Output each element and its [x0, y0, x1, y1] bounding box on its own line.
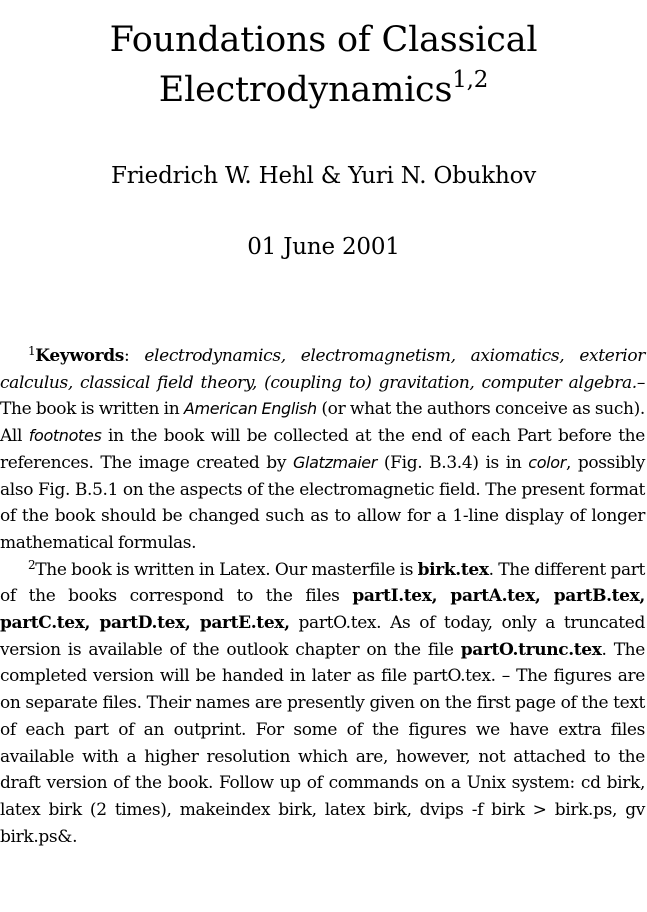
footnote-1-text-a: – The book is written in — [0, 372, 645, 420]
footnote-2 — [0, 557, 645, 851]
date-line: 01 June 2001 — [247, 234, 400, 260]
american-english-term: American English — [183, 399, 317, 419]
footnote-2-text-d: . The completed version will be handed in later as file partO.tex. – The figures are on separate files. Their names are presently given on the first page of the text of each part of an outprint. For some of the figures we have extra files available with a higher resolution which are, however, not attached to the draft version of the book. Follow up of commands on a Unix system: cd birk, latex birk (2 times), makeindex birk, latex birk, dvips -f birk > birk.ps, gv birk.ps&. — [0, 639, 645, 847]
footnote-1 — [0, 343, 645, 557]
title-line-2: Electrodynamics — [158, 70, 453, 111]
page-title — [0, 15, 647, 115]
keywords-colon: : — [123, 346, 145, 366]
keywords-label: Keywords — [35, 346, 124, 366]
color-term: color — [528, 452, 566, 472]
footnote-1-text-b: (or what the authors conceive as such). All — [0, 399, 645, 447]
footnotes-term: footnotes — [28, 426, 102, 446]
masterfile-name: birk.tex — [417, 559, 489, 580]
footnote-2-mark: 2 — [28, 557, 36, 572]
footnotes-block — [0, 343, 645, 850]
title-line-1: Foundations of Classical — [109, 20, 538, 61]
footnote-2-text-c: partO.tex. As of today, only a truncated version is available of the outlook chapter on the file — [0, 613, 645, 660]
footnote-1-mark: 1 — [28, 344, 36, 358]
footnote-1-text-e: , possibly also Fig. B.5.1 on the aspects of the electromagnetic field. The present format of the book should be changed such as to allow for a 1-line display of longer mathematical formulas. — [0, 452, 645, 553]
title-footnote-marks: 1,2 — [452, 67, 489, 94]
keywords-list: electrodynamics, electromagnetism, axiomatics, exterior calculus, classical field theory, (coupling to) gravitation, computer algebra. — [0, 346, 645, 393]
footnote-2-text-a: The book is written in Latex. Our masterfile is — [35, 559, 418, 580]
truncated-file-name: partO.trunc.tex — [460, 639, 602, 660]
part-files-list: partI.tex, partA.tex, partB.tex, partC.tex, partD.tex, partE.tex, — [0, 586, 645, 634]
footnote-2-text-b: . The different part of the books correspond to the files — [0, 559, 645, 607]
author-line: Friedrich W. Hehl & Yuri N. Obukhov — [110, 163, 537, 189]
footnote-1-text-c: in the book will be collected at the end of each Part before the references. The image created by — [0, 426, 645, 473]
footnote-1-text-d: (Fig. B.3.4) is in — [377, 452, 529, 473]
glatzmaier-term: Glatzmaier — [292, 452, 378, 472]
